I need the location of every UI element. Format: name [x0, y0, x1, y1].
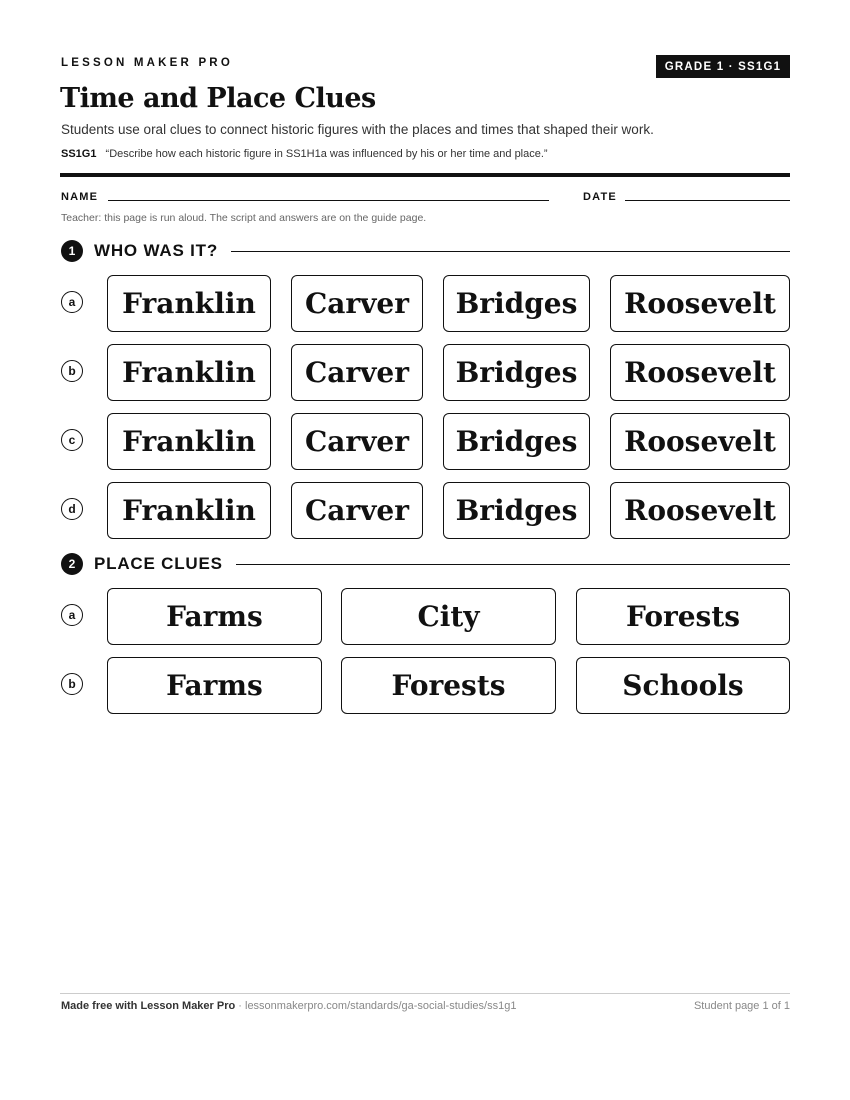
choice-roosevelt[interactable]: Roosevelt [610, 413, 790, 470]
section-number: 2 [61, 553, 83, 575]
choice-franklin[interactable]: Franklin [107, 482, 271, 539]
section-place-clues [61, 553, 790, 575]
choice-roosevelt[interactable]: Roosevelt [610, 344, 790, 401]
row-letter: d [61, 498, 83, 520]
choice-bridges[interactable]: Bridges [443, 482, 590, 539]
page-indicator: Student page 1 of 1 [693, 1000, 790, 1012]
footer-divider [60, 993, 790, 994]
choice-bridges[interactable]: Bridges [443, 413, 590, 470]
section-number: 1 [61, 240, 83, 262]
row-letter: b [61, 673, 83, 695]
name-label: NAME [61, 191, 99, 203]
choice-bridges[interactable]: Bridges [443, 344, 590, 401]
brand-name: LESSON MAKER PRO [61, 57, 233, 69]
section-rule [236, 564, 790, 565]
choice-franklin[interactable]: Franklin [107, 344, 271, 401]
choice-forests[interactable]: Forests [576, 588, 790, 645]
section-title: WHO WAS IT? [94, 241, 219, 260]
footer-credit-line [61, 1000, 516, 1012]
standard-text: “Describe how each historic figure in SS1H1a was influenced by his or her time and place.” [105, 148, 548, 160]
date-field[interactable] [625, 200, 790, 201]
choice-farms[interactable]: Farms [107, 657, 322, 714]
section-rule [231, 251, 790, 252]
choice-roosevelt[interactable]: Roosevelt [610, 275, 790, 332]
choice-forests[interactable]: Forests [341, 657, 556, 714]
footer-credit: Made free with Lesson Maker Pro [61, 1000, 236, 1012]
choice-farms[interactable]: Farms [107, 588, 322, 645]
row-letter: a [61, 291, 83, 313]
choice-carver[interactable]: Carver [291, 413, 423, 470]
standard-code: SS1G1 [61, 148, 97, 160]
grade-badge: GRADE 1 · SS1G1 [656, 55, 790, 78]
row-letter: a [61, 604, 83, 626]
name-field[interactable] [108, 200, 549, 201]
choice-franklin[interactable]: Franklin [107, 275, 271, 332]
choice-carver[interactable]: Carver [291, 275, 423, 332]
date-label: DATE [583, 191, 617, 203]
header-divider [60, 173, 790, 177]
page-subtitle: Students use oral clues to connect historic figures with the places and times that shaped their work. [61, 122, 654, 137]
choice-carver[interactable]: Carver [291, 482, 423, 539]
teacher-note: Teacher: this page is run aloud. The script and answers are on the guide page. [61, 212, 427, 224]
footer-url[interactable]: · lessonmakerpro.com/standards/ga-social-studies/ss1g1 [235, 1000, 517, 1012]
choice-carver[interactable]: Carver [291, 344, 423, 401]
choice-roosevelt[interactable]: Roosevelt [610, 482, 790, 539]
choice-bridges[interactable]: Bridges [443, 275, 590, 332]
section-title: PLACE CLUES [94, 554, 223, 573]
standard-line [61, 148, 548, 160]
choice-schools[interactable]: Schools [576, 657, 790, 714]
row-letter: c [61, 429, 83, 451]
page-title: Time and Place Clues [60, 83, 376, 114]
row-letter: b [61, 360, 83, 382]
choice-franklin[interactable]: Franklin [107, 413, 271, 470]
choice-city[interactable]: City [341, 588, 556, 645]
section-who-was-it [61, 240, 790, 262]
